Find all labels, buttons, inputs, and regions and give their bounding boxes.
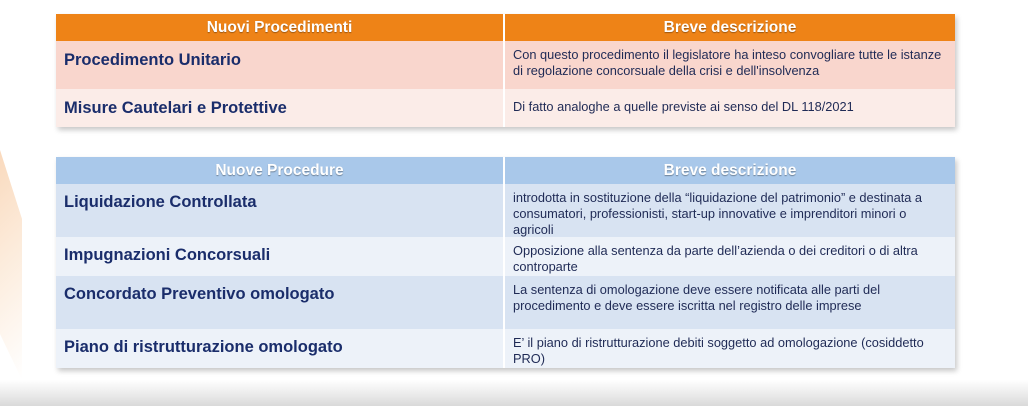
row-description: Con questo procedimento il legislatore ha inteso convogliare tutte le istanze di regolazione concorsuale della crisi e dell'insolvenza	[505, 41, 955, 89]
row-name: Piano di ristrutturazione omologato	[56, 329, 505, 368]
row-name: Procedimento Unitario	[56, 41, 505, 89]
row-name: Liquidazione Controllata	[56, 184, 505, 237]
row-description: La sentenza di omologazione deve essere notificata alle parti del procedimento e deve essere iscritta nel registro delle imprese	[505, 276, 955, 329]
header-nuovi-procedimenti: Nuovi Procedimenti	[56, 14, 505, 41]
floor-gradient	[0, 380, 1028, 406]
table-nuove-procedure	[56, 157, 955, 368]
row-name: Misure Cautelari e Protettive	[56, 89, 505, 127]
row-description: Opposizione alla sentenza da parte dell’azienda o dei creditori o di altra controparte	[505, 237, 955, 276]
row-description: introdotta in sostituzione della “liquidazione del patrimonio” e destinata a consumatori, professionisti, start-up innovative e imprenditori minori o agricoli	[505, 184, 955, 237]
row-name: Impugnazioni Concorsuali	[56, 237, 505, 276]
row-description: E’ il piano di ristrutturazione debiti soggetto ad omologazione (cosiddetto PRO)	[505, 329, 955, 368]
header-breve-descrizione: Breve descrizione	[505, 157, 955, 184]
header-nuove-procedure: Nuove Procedure	[56, 157, 505, 184]
row-description: Di fatto analoghe a quelle previste ai senso del DL 118/2021	[505, 89, 955, 127]
table-nuovi-procedimenti	[56, 14, 955, 127]
header-breve-descrizione: Breve descrizione	[505, 14, 955, 41]
row-name: Concordato Preventivo omologato	[56, 276, 505, 329]
decorative-shape	[0, 150, 22, 380]
